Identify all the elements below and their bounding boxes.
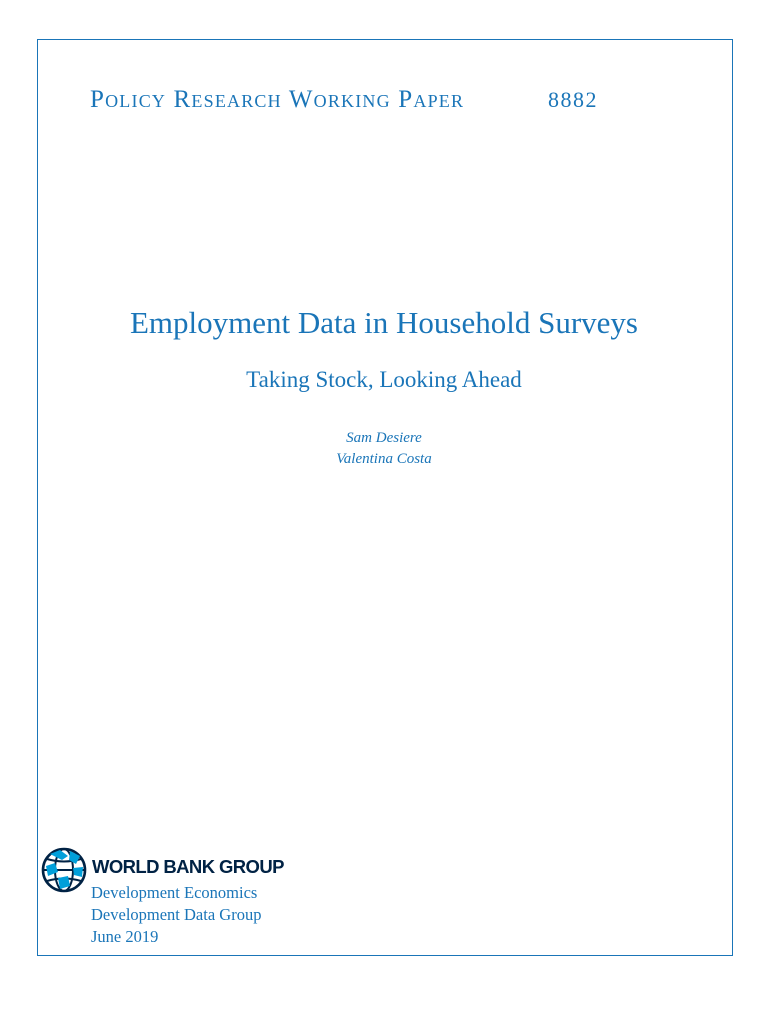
paper-number: 8882 bbox=[548, 87, 598, 112]
cover-border bbox=[37, 39, 733, 956]
author-name: Sam Desiere bbox=[346, 430, 422, 446]
unit-name: Development Data Group bbox=[91, 905, 262, 924]
author-list bbox=[0, 428, 768, 470]
publication-date: June 2019 bbox=[91, 927, 159, 946]
publisher-units bbox=[91, 882, 261, 948]
series-name: Policy Research Working Paper bbox=[90, 86, 465, 113]
paper-title: Employment Data in Household Surveys bbox=[130, 305, 638, 340]
paper-subtitle: Taking Stock, Looking Ahead bbox=[246, 367, 522, 392]
brand-name: WORLD BANK GROUP bbox=[92, 856, 284, 877]
unit-name: Development Economics bbox=[91, 883, 258, 902]
author-name: Valentina Costa bbox=[336, 451, 432, 467]
world-bank-globe-icon bbox=[40, 846, 88, 894]
